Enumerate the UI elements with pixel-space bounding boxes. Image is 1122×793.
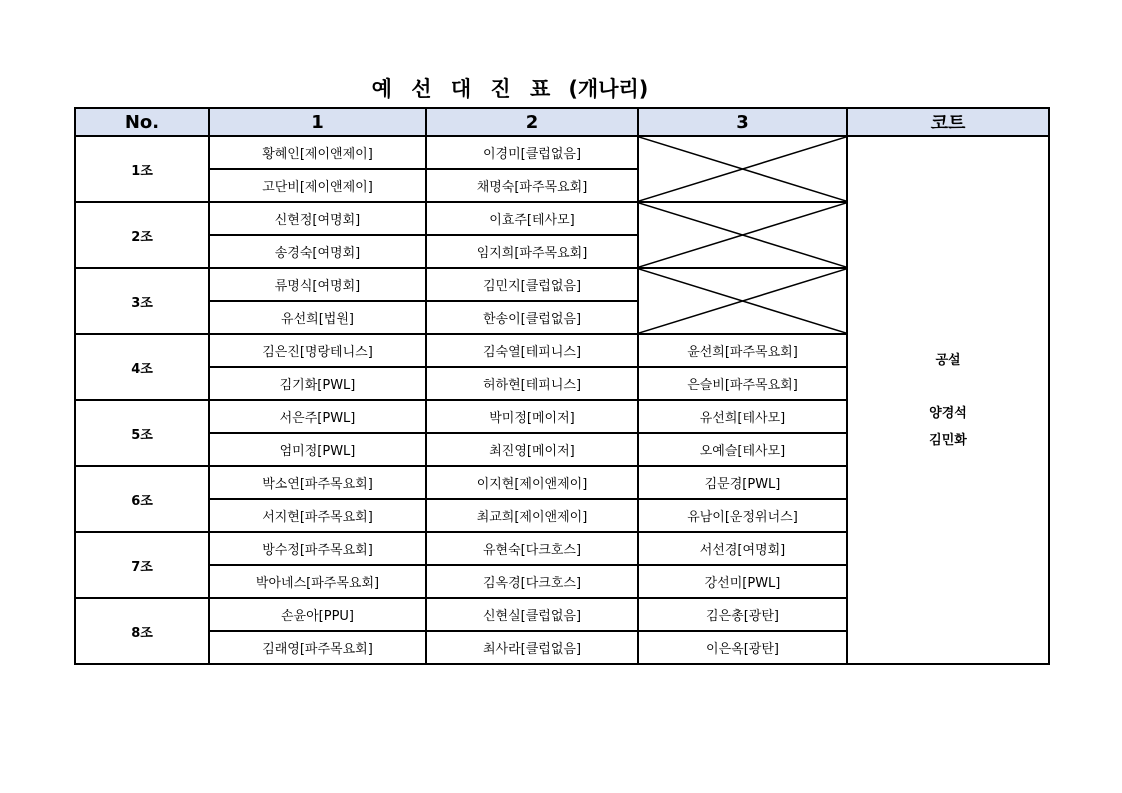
player-cell: 한송이[클럽없음]	[426, 301, 638, 334]
table-row	[75, 136, 1049, 169]
empty-slot-cross	[638, 136, 847, 202]
player-cell: 김은진[명랑테니스]	[209, 334, 426, 367]
player-cell: 방수정[파주목요회]	[209, 532, 426, 565]
player-cell: 이은옥[광탄]	[638, 631, 847, 664]
player-cell: 강선미[PWL]	[638, 565, 847, 598]
header-court: 코트	[847, 108, 1049, 136]
player-cell: 황혜인[제이앤제이]	[209, 136, 426, 169]
header-col-2: 2	[426, 108, 638, 136]
cross-mark-icon	[639, 137, 846, 201]
player-cell: 오예슬[테사모]	[638, 433, 847, 466]
court-referee: 김민화	[929, 432, 967, 448]
draw-table	[74, 107, 1050, 665]
player-cell: 엄미정[PWL]	[209, 433, 426, 466]
group-label: 6조	[75, 466, 209, 532]
player-cell: 최교희[제이앤제이]	[426, 499, 638, 532]
empty-slot-cross	[638, 268, 847, 334]
player-cell: 윤선희[파주목요회]	[638, 334, 847, 367]
player-cell: 김민지[클럽없음]	[426, 268, 638, 301]
player-cell: 류명식[여명회]	[209, 268, 426, 301]
player-cell: 신현실[클럽없음]	[426, 598, 638, 631]
player-cell: 김은총[광탄]	[638, 598, 847, 631]
header-col-1: 1	[209, 108, 426, 136]
group-label: 3조	[75, 268, 209, 334]
court-cell	[847, 136, 1049, 664]
player-cell: 박미정[메이저]	[426, 400, 638, 433]
player-cell: 신현정[여명회]	[209, 202, 426, 235]
group-label: 2조	[75, 202, 209, 268]
player-cell: 이지현[제이앤제이]	[426, 466, 638, 499]
player-cell: 박아네스[파주목요회]	[209, 565, 426, 598]
player-cell: 유선희[테사모]	[638, 400, 847, 433]
group-label: 8조	[75, 598, 209, 664]
player-cell: 김래영[파주목요회]	[209, 631, 426, 664]
player-cell: 임지희[파주목요회]	[426, 235, 638, 268]
player-cell: 최사라[클럽없음]	[426, 631, 638, 664]
player-cell: 손윤아[PPU]	[209, 598, 426, 631]
cross-mark-icon	[639, 203, 846, 267]
player-cell: 유현숙[다크호스]	[426, 532, 638, 565]
player-cell: 유선희[법원]	[209, 301, 426, 334]
group-label: 4조	[75, 334, 209, 400]
group-label: 5조	[75, 400, 209, 466]
player-cell: 허하현[테피니스]	[426, 367, 638, 400]
court-name: 공설	[935, 352, 961, 368]
player-cell: 고단비[제이앤제이]	[209, 169, 426, 202]
player-cell: 김옥경[다크호스]	[426, 565, 638, 598]
player-cell: 김문경[PWL]	[638, 466, 847, 499]
player-cell: 김기화[PWL]	[209, 367, 426, 400]
player-cell: 서지현[파주목요회]	[209, 499, 426, 532]
header-row	[75, 108, 1049, 136]
player-cell: 박소연[파주목요회]	[209, 466, 426, 499]
player-cell: 이경미[클럽없음]	[426, 136, 638, 169]
player-cell: 은슬비[파주목요회]	[638, 367, 847, 400]
player-cell: 송경숙[여명회]	[209, 235, 426, 268]
title-subtitle: (개나리)	[568, 77, 649, 101]
header-no: No.	[75, 108, 209, 136]
court-referee: 양경석	[929, 405, 967, 421]
player-cell: 이효주[테사모]	[426, 202, 638, 235]
player-cell: 김숙열[테피니스]	[426, 334, 638, 367]
player-cell: 최진영[메이저]	[426, 433, 638, 466]
group-label: 1조	[75, 136, 209, 202]
empty-slot-cross	[638, 202, 847, 268]
player-cell: 유남이[운정위너스]	[638, 499, 847, 532]
header-col-3: 3	[638, 108, 847, 136]
group-label: 7조	[75, 532, 209, 598]
title-main: 예 선 대 진 표	[371, 77, 557, 101]
player-cell: 채명숙[파주목요회]	[426, 169, 638, 202]
page-title	[0, 74, 1020, 104]
player-cell: 서은주[PWL]	[209, 400, 426, 433]
player-cell: 서선경[여명회]	[638, 532, 847, 565]
cross-mark-icon	[639, 269, 846, 333]
